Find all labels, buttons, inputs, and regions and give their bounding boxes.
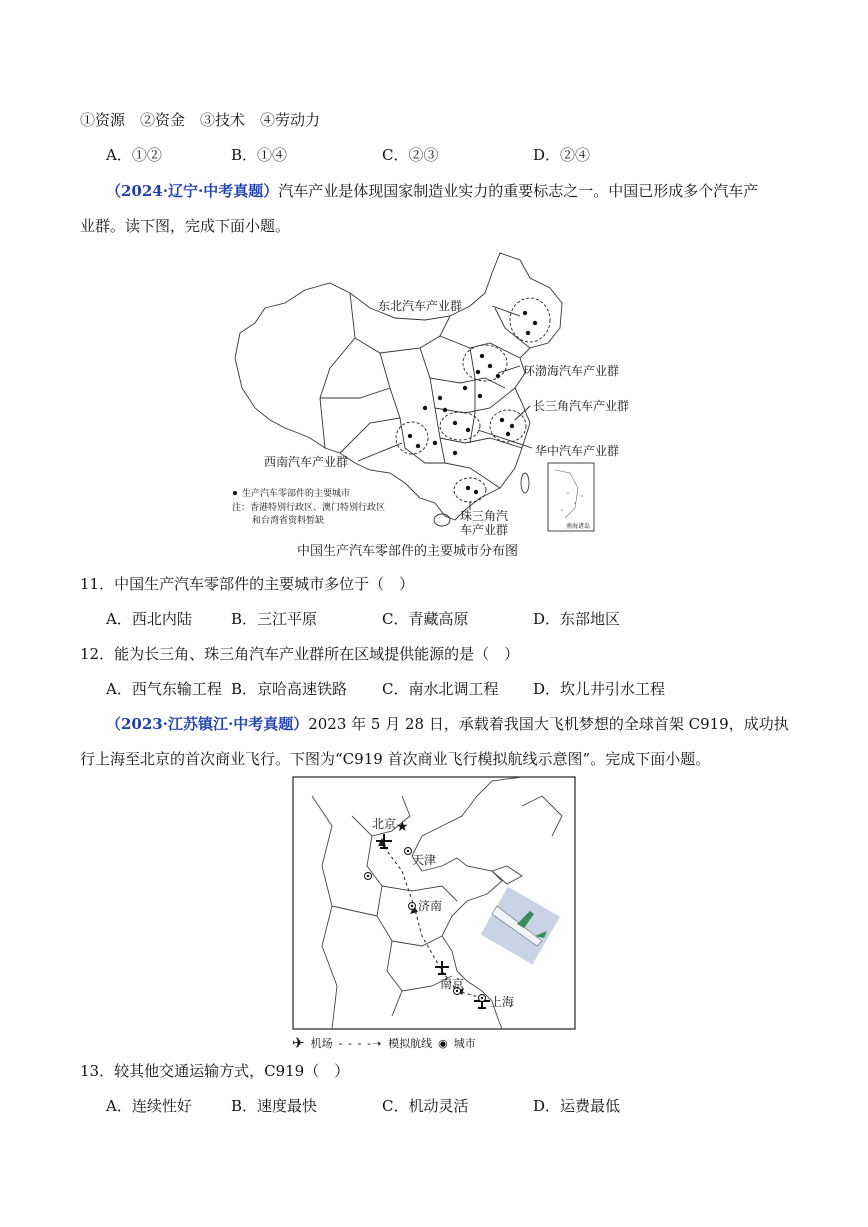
q13-option-b[interactable]: B．速度最快 <box>231 1097 318 1115</box>
city-tianjin: 天津 <box>412 853 437 867</box>
q13-stem: 13．较其他交通运输方式，C919（ ） <box>80 1062 350 1080</box>
factor-list: ①资源 ②资金 ③技术 ④劳动力 <box>80 111 321 129</box>
south-sea-inset <box>548 463 594 531</box>
q12-option-b[interactable]: B．京哈高速铁路 <box>231 680 348 698</box>
airport-icon: ✈ <box>292 1034 305 1052</box>
q12-stem: 12．能为长三角、珠三角汽车产业群所在区域提供能源的是（ ） <box>80 645 520 663</box>
city-jinan: 济南 <box>418 899 443 913</box>
passage2-source: （2023·江苏镇江·中考真题） <box>106 715 309 733</box>
q13-option-a[interactable]: A．连续性好 <box>106 1097 192 1115</box>
label-central: 华中汽车产业群 <box>535 444 620 458</box>
label-prd-1: 珠三角汽 <box>460 509 509 523</box>
map-note-2: 和台湾省资料暂缺 <box>252 516 325 526</box>
label-bohai: 环渤海汽车产业群 <box>523 364 620 378</box>
label-yangtze: 长三角汽车产业群 <box>533 399 630 413</box>
q13-option-c[interactable]: C．机动灵活 <box>382 1097 469 1115</box>
city-beijing: 北京 <box>372 817 397 831</box>
option-d[interactable]: D．②④ <box>533 146 591 164</box>
q12-option-a[interactable]: A．西气东输工程 <box>106 680 222 698</box>
q13-option-d[interactable]: D．运费最低 <box>533 1097 621 1115</box>
map1-caption: 中国生产汽车零部件的主要城市分布图 <box>297 544 519 559</box>
dashed-arrow-icon: - - - -➝ <box>338 1036 383 1050</box>
option-c[interactable]: C．②③ <box>382 146 439 164</box>
city-shanghai: 上海 <box>490 995 515 1009</box>
passage1-line1: （2024·辽宁·中考真题）汽车产业是体现国家制造业实力的重要标志之一。中国已形成多个汽车产 <box>106 182 759 200</box>
city-icon: ◉ <box>438 1036 448 1050</box>
passage1-line2: 业群。读下图，完成下面小题。 <box>80 217 291 235</box>
passage2-line2: 行上海至北京的首次商业飞行。下图为“C919 首次商业飞行模拟航线示意图”。完成下面小题。 <box>80 750 711 768</box>
q11-stem: 11．中国生产汽车零部件的主要城市多位于（ ） <box>80 575 415 593</box>
map-note-1: 注：香港特别行政区、澳门特别行政区 <box>232 503 386 513</box>
china-auto-map <box>230 248 630 538</box>
label-prd-2: 车产业群 <box>460 523 509 537</box>
inset-label: 南海诸岛 <box>566 523 591 530</box>
option-a[interactable]: A．①② <box>106 146 162 164</box>
q12-option-c[interactable]: C．南水北调工程 <box>382 680 499 698</box>
passage1-source: （2024·辽宁·中考真题） <box>106 182 279 200</box>
q12-option-d[interactable]: D．坎儿井引水工程 <box>533 680 666 698</box>
label-northeast: 东北汽车产业群 <box>378 299 463 313</box>
q11-option-b[interactable]: B．三江平原 <box>231 610 318 628</box>
city-nanjing: 南京 <box>440 977 465 991</box>
map2-legend: ✈ 机场 - - - -➝ 模拟航线 ◉ 城市 <box>292 1034 476 1052</box>
q11-option-c[interactable]: C．青藏高原 <box>382 610 469 628</box>
q11-option-a[interactable]: A．西北内陆 <box>106 610 192 628</box>
c919-route-map <box>292 776 576 1030</box>
svg-text:★: ★ <box>396 819 409 835</box>
option-b[interactable]: B．①④ <box>231 146 288 164</box>
passage2-line1: （2023·江苏镇江·中考真题）2023 年 5 月 28 日，承载着我国大飞机梦想的全球首架 C919，成功执 <box>106 715 789 733</box>
label-southwest: 西南汽车产业群 <box>264 455 349 469</box>
legend-city: 生产汽车零部件的主要城市 <box>242 489 351 499</box>
q11-option-d[interactable]: D．东部地区 <box>533 610 621 628</box>
